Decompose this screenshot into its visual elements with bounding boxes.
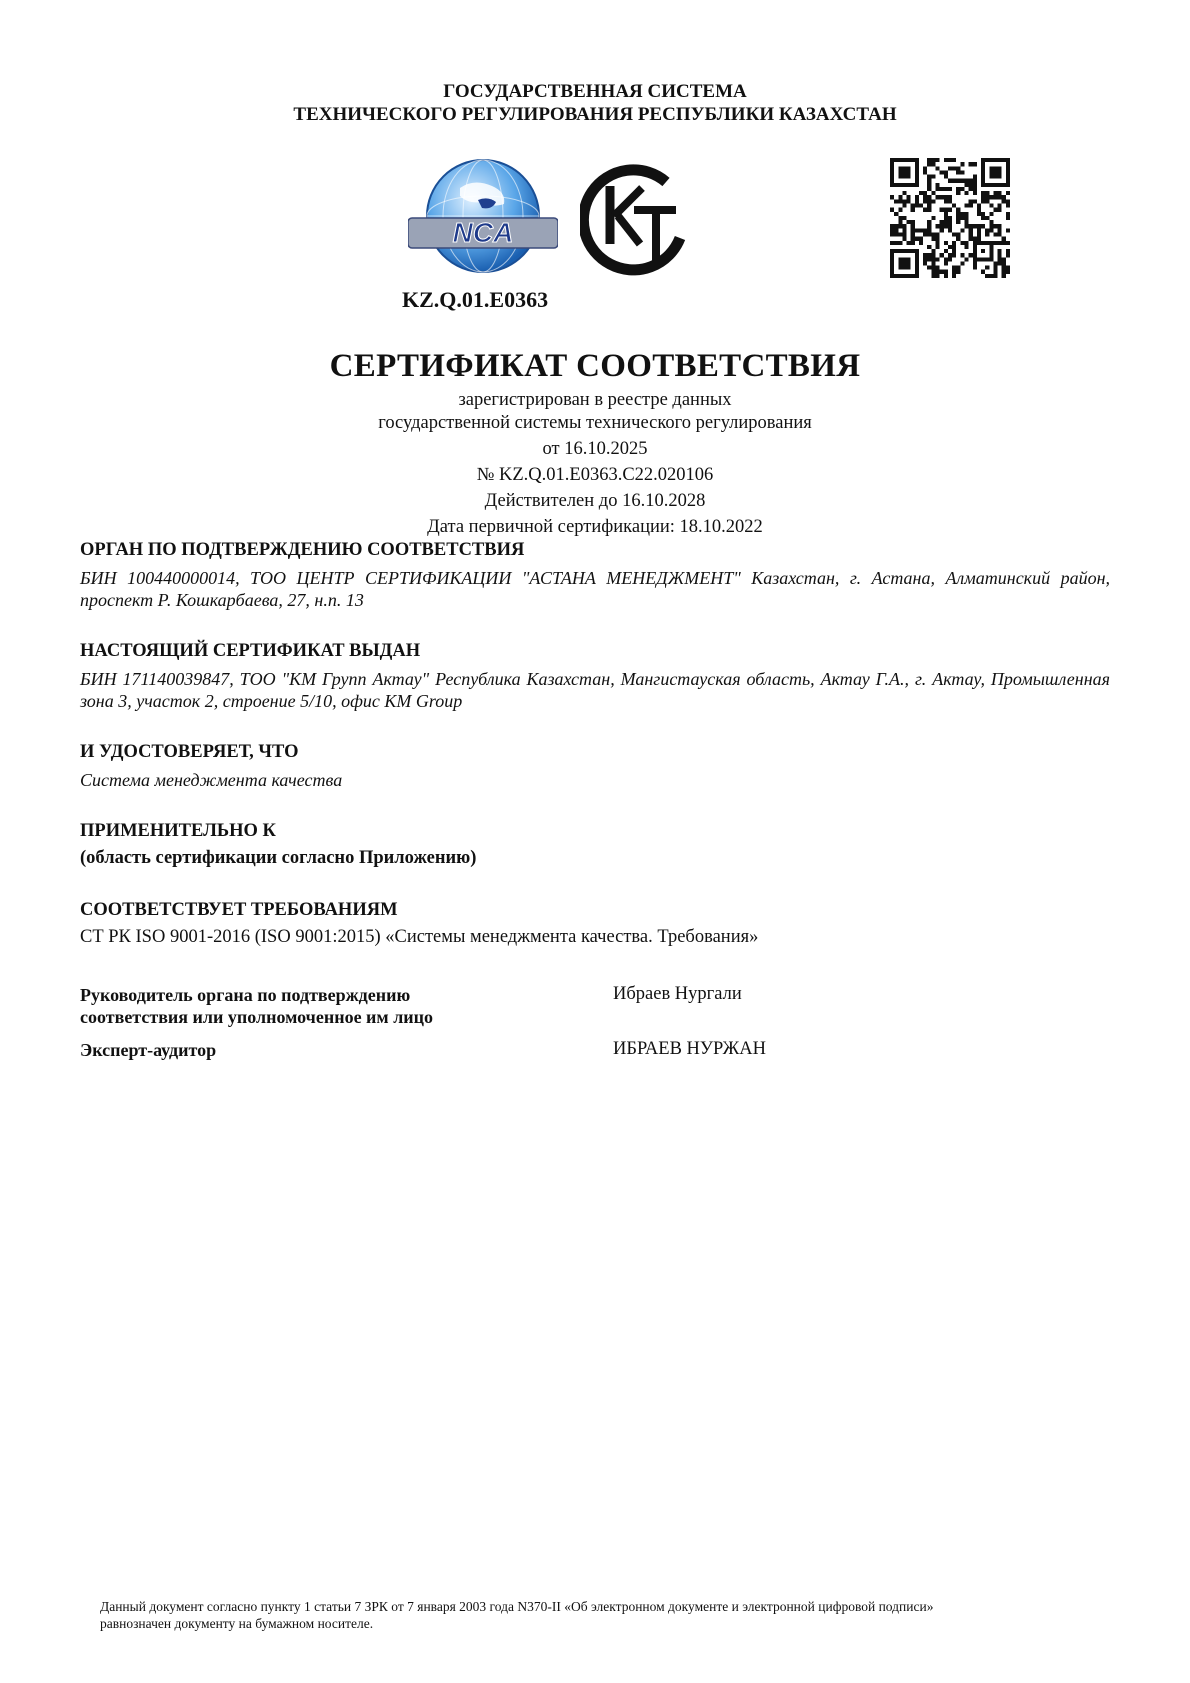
valid-until: Действителен до 16.10.2028: [484, 491, 706, 511]
applicable-text: (область сертификации согласно Приложению): [80, 848, 477, 868]
nca-logo: [408, 158, 558, 274]
applicable-heading: ПРИМЕНИТЕЛЬНО К: [80, 821, 276, 841]
registration-line-1: зарегистрирован в реестре данных: [458, 390, 732, 410]
expert-auditor-name: ИБРАЕВ НУРЖАН: [613, 1039, 766, 1059]
complies-heading: СООТВЕТСТВУЕТ ТРЕБОВАНИЯМ: [80, 900, 398, 920]
footer-line-2: равнозначен документу на бумажном носителе.: [100, 1616, 374, 1631]
header-line-1: ГОСУДАРСТВЕННАЯ СИСТЕМА: [443, 81, 747, 102]
certification-body-text: БИН 100440000014, ТОО ЦЕНТР СЕРТИФИКАЦИИ "АСТАНА МЕНЕДЖМЕНТ" Казахстан, г. Астана, Алматинский район, проспект Р. Кошкарбаева, 27, н.п. 13: [80, 568, 1110, 610]
issued-to-text: БИН 171140039847, ТОО "КМ Групп Актау" Республика Казахстан, Мангистауская область, Актау Г.А., г. Актау, Промышленная зона 3, участок 2, строение 5/10, офис KM Group: [80, 669, 1110, 711]
certificate-number: № KZ.Q.01.E0363.C22.020106: [476, 465, 714, 485]
expert-auditor-label: Эксперт-аудитор: [80, 1040, 217, 1060]
registration-date: от 16.10.2025: [542, 439, 648, 459]
issued-to-heading: НАСТОЯЩИЙ СЕРТИФИКАТ ВЫДАН: [80, 641, 421, 661]
complies-text: СТ РК ISO 9001-2016 (ISO 9001:2015) «Системы менеджмента качества. Требования»: [80, 927, 759, 947]
certifies-heading: И УДОСТОВЕРЯЕТ, ЧТО: [80, 742, 299, 762]
registration-line-2: государственной системы технического регулирования: [378, 413, 812, 433]
certification-body-heading: ОРГАН ПО ПОДТВЕРЖДЕНИЮ СООТВЕТСТВИЯ: [80, 540, 525, 560]
head-signatory-label-1: Руководитель органа по подтверждению: [80, 985, 411, 1005]
head-signatory-name: Ибраев Нургали: [613, 984, 742, 1004]
header-line-2: ТЕХНИЧЕСКОГО РЕГУЛИРОВАНИЯ РЕСПУБЛИКИ КАЗАХСТАН: [293, 104, 897, 125]
primary-certification-date: Дата первичной сертификации: 18.10.2022: [427, 517, 763, 537]
nca-logo-text: NCA: [452, 217, 514, 248]
kt-conformity-mark: [580, 160, 692, 278]
footer-line-1: Данный документ согласно пункту 1 статьи 7 ЗРК от 7 января 2003 года N370-II «Об электронном документе и электронной цифровой подписи»: [100, 1599, 934, 1614]
certifies-text: Система менеджмента качества: [80, 770, 343, 790]
certificate-title: СЕРТИФИКАТ СООТВЕТСТВИЯ: [329, 348, 861, 384]
head-signatory-label-2: соответствия или уполномоченное им лицо: [80, 1007, 434, 1027]
qr-code-icon: [890, 158, 1010, 278]
accreditation-number: KZ.Q.01.E0363: [402, 287, 549, 312]
